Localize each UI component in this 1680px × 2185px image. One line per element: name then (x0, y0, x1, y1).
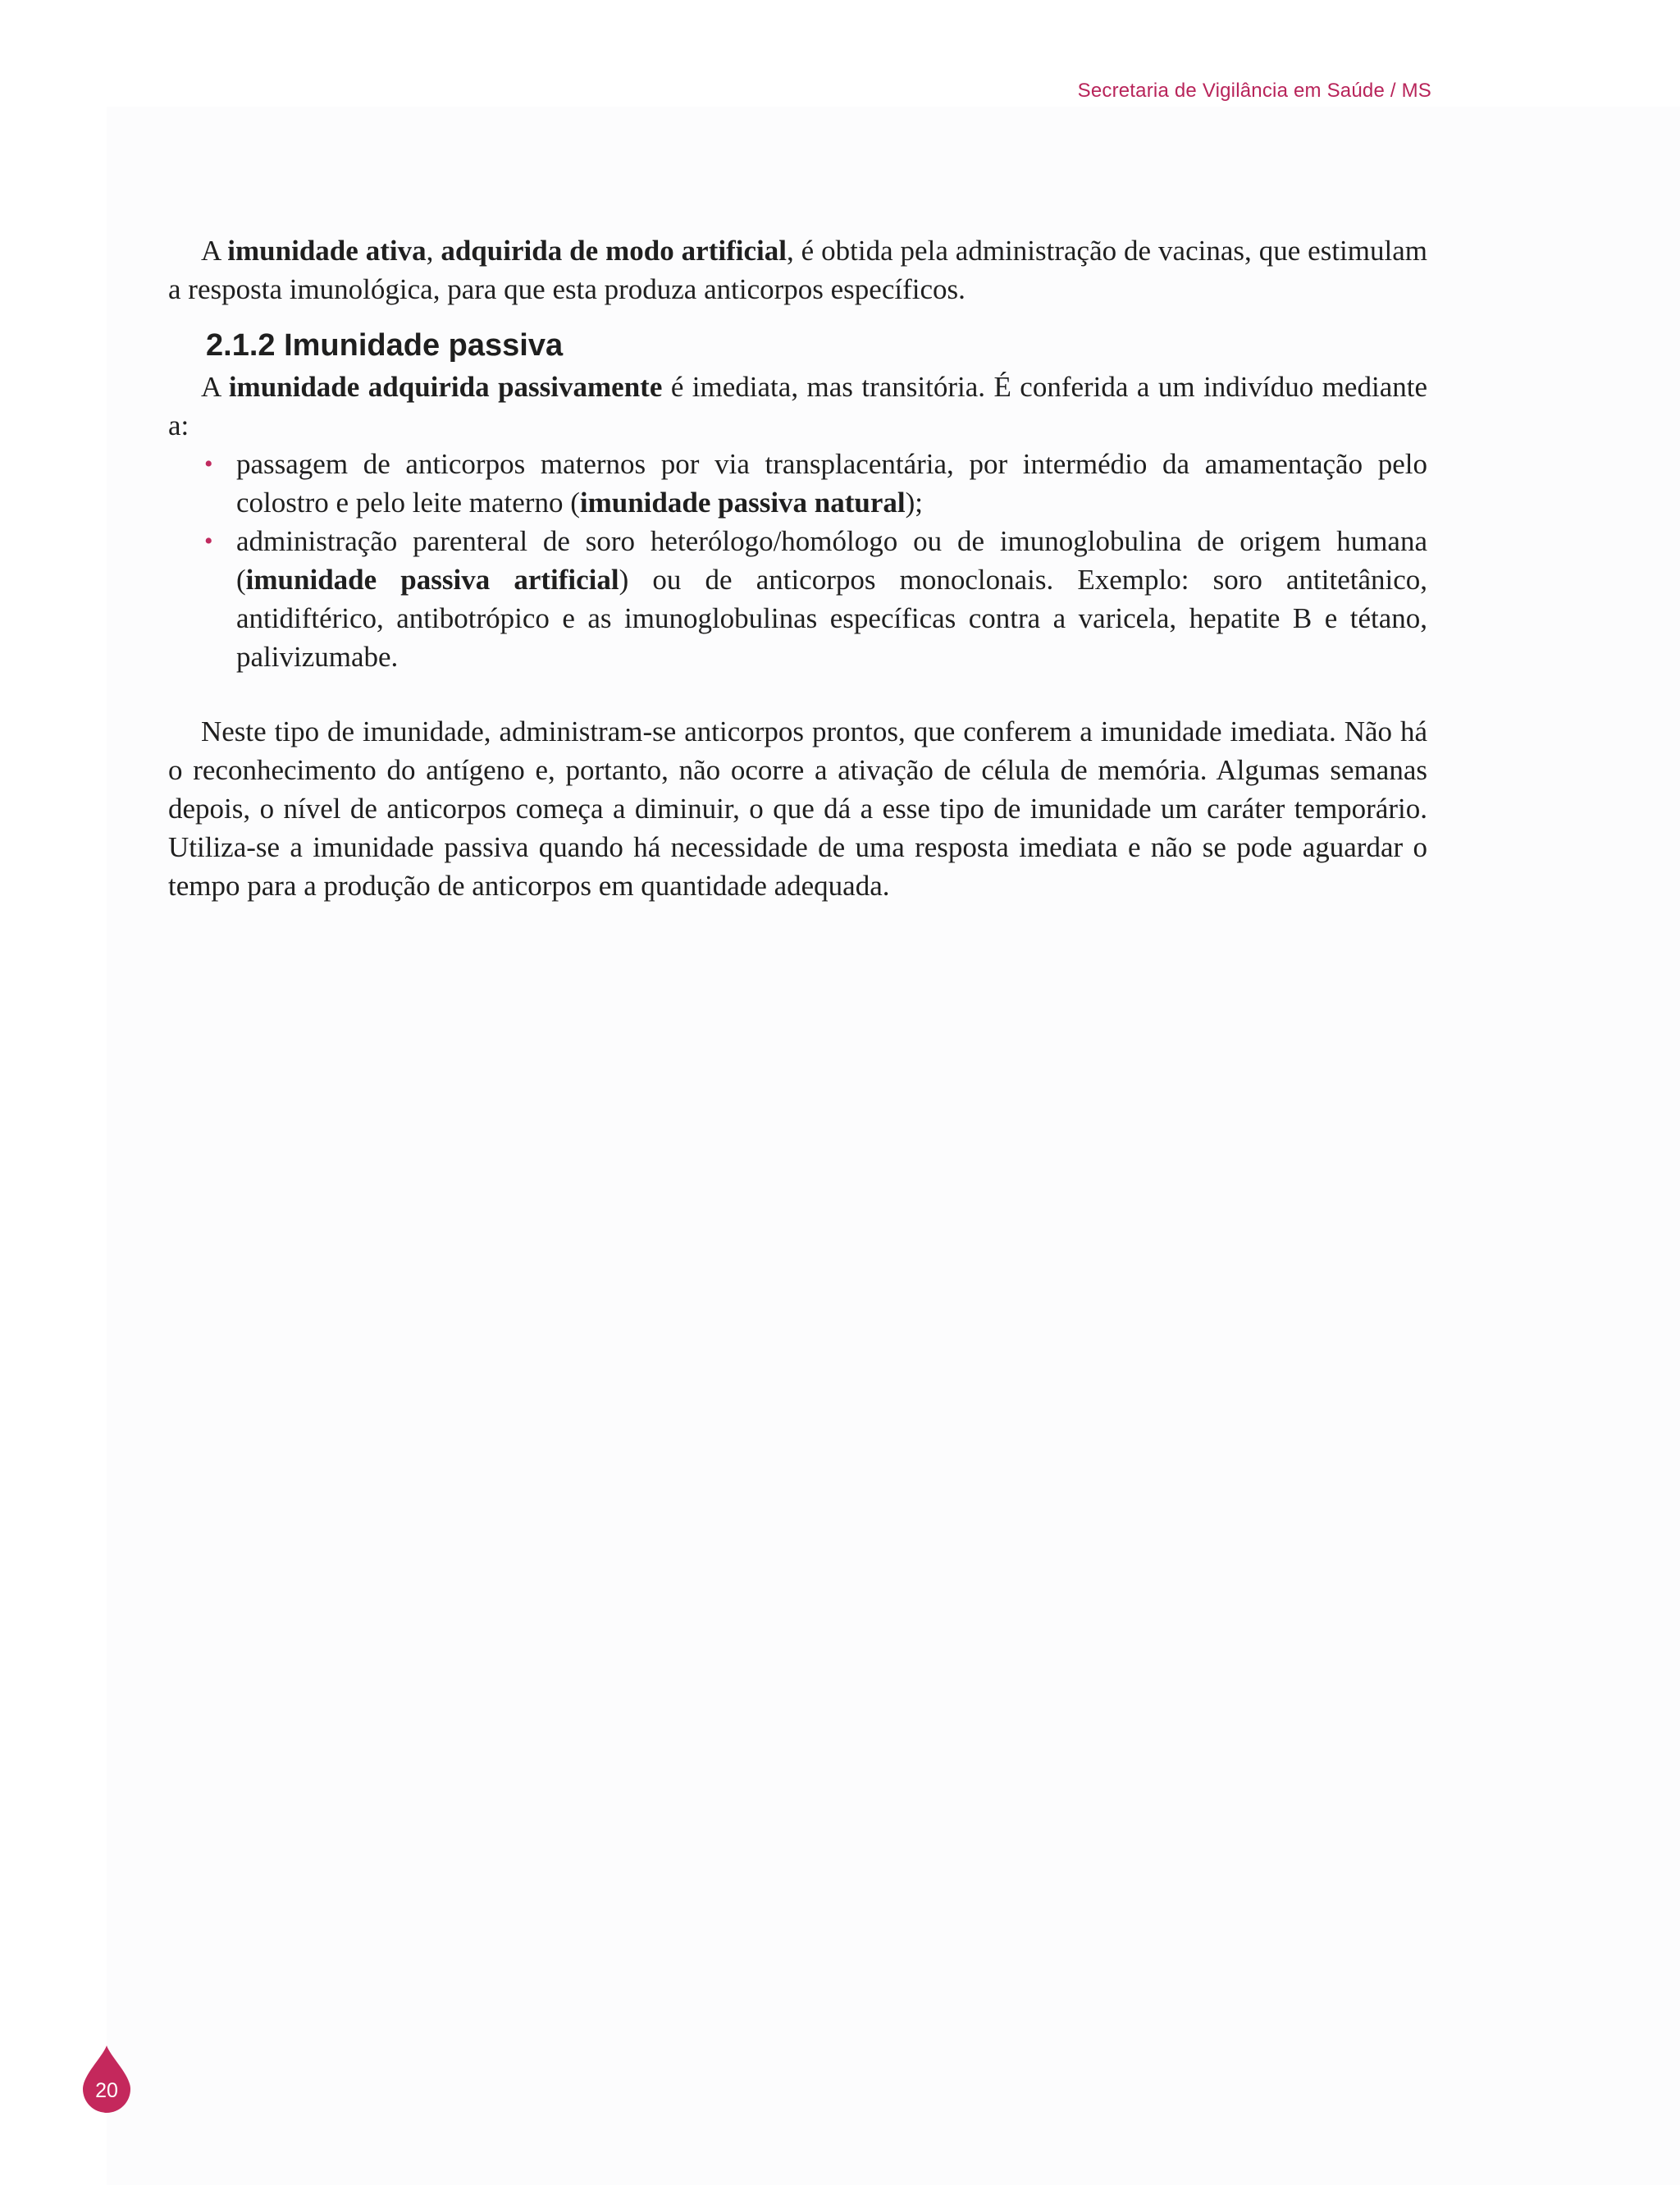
bold-term-passive-immunity: imunidade adquirida passivamente (228, 371, 663, 403)
text-run: passagem de anticorpos maternos por via transplacentária, por intermédio da amamentação pelo colostro e pelo leite materno ( (236, 448, 1427, 519)
list-item (168, 445, 1427, 522)
bold-term-active-immunity: imunidade ativa (227, 235, 427, 267)
page-content (168, 231, 1427, 905)
text-run: ); (905, 487, 924, 519)
bullet-icon: • (204, 528, 213, 555)
text-run: A (201, 371, 229, 403)
passive-paragraph (168, 368, 1427, 445)
text-run: ) ou de anticorpos monoclonais. Exemplo: soro antitetânico, antidiftérico, antibotrópico e as imunoglobulinas específicas contra a varicela, hepatite B e tétano, palivizumabe. (236, 564, 1427, 673)
bullet-icon: • (204, 450, 213, 478)
intro-paragraph (168, 231, 1427, 309)
section-heading: 2.1.2 Imunidade passiva (206, 328, 564, 363)
page-number-badge (83, 2046, 130, 2113)
list-item (168, 522, 1427, 676)
text-run: , (426, 235, 441, 267)
page-number: 20 (95, 2079, 118, 2102)
spacer (168, 676, 1427, 712)
text-run: administração parenteral de soro heterólogo/homólogo ou de imunoglobulina de origem humana ( (236, 525, 1427, 596)
bold-term-natural: imunidade passiva natural (579, 487, 906, 519)
bold-term-artificial-passive: imunidade passiva artificial (245, 564, 619, 596)
bullet-list (168, 445, 1427, 676)
text-run: é imediata, mas transitória. É conferida a um indivíduo mediante a: (168, 371, 1427, 441)
closing-paragraph: Neste tipo de imunidade, administram-se anticorpos prontos, que conferem a imunidade imediata. Não há o reconhecimento do antígeno e, portanto, não ocorre a ativação de célula de memória. Algumas semanas depois, o nível de anticorpos começa a diminuir, o que dá a esse tipo de imunidade um caráter temporário. Utiliza-se a imunidade passiva quando há necessidade de uma resposta imediata e não se pode aguardar o tempo para a produção de anticorpos em quantidade adequada. (168, 715, 1427, 902)
text-run: , é obtida pela administração de vacinas, que estimulam a resposta imunológica, para que esta produza anticorpos específicos. (168, 235, 1427, 305)
bold-term-artificial: adquirida de modo artificial (441, 235, 787, 267)
running-header: Secretaria de Vigilância em Saúde / MS (1077, 80, 1431, 102)
text-run: A (201, 235, 228, 267)
